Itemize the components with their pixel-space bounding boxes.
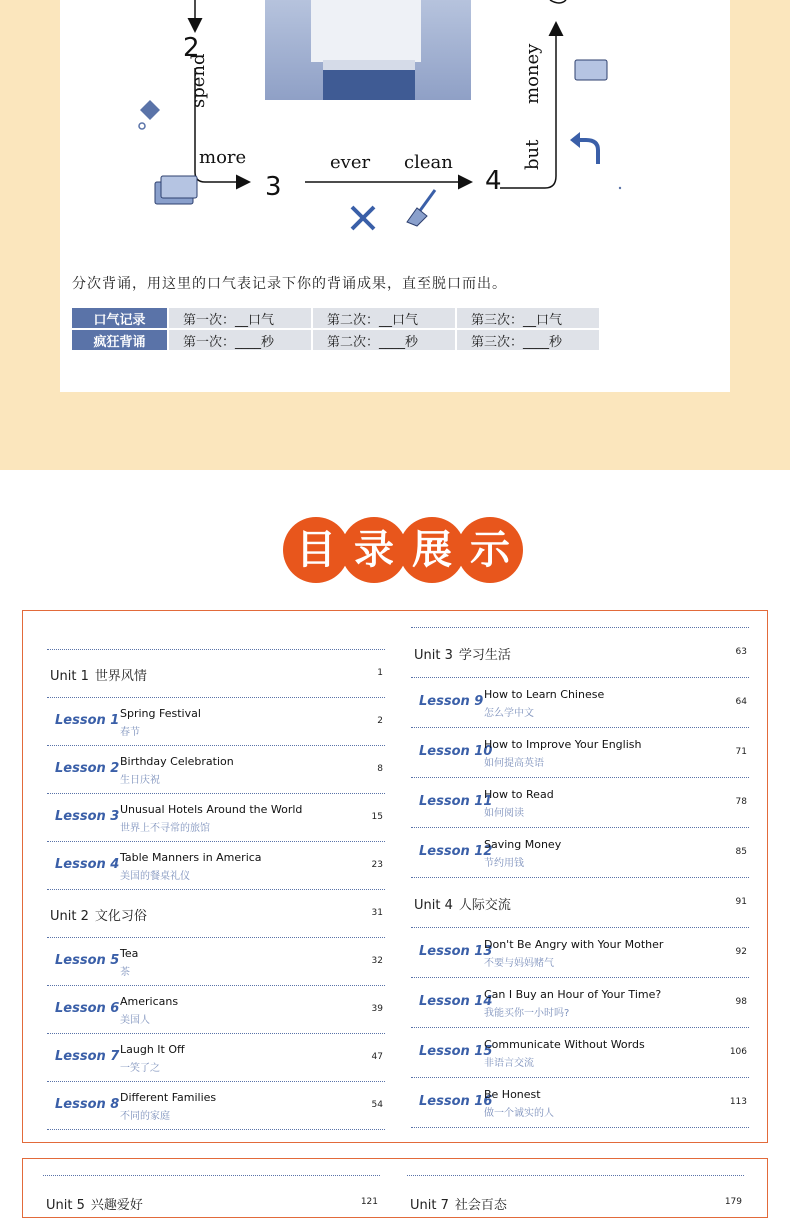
- lesson-title: Americans: [120, 995, 179, 1008]
- lesson-title-cn: 不同的家庭: [120, 1111, 170, 1122]
- lesson-label: Lesson 11: [419, 794, 493, 809]
- lesson-title: Different Families: [120, 1091, 217, 1104]
- toc-lesson-row[interactable]: [47, 1081, 385, 1129]
- lesson-title-cn: 世界上不寻常的旅馆: [120, 823, 210, 834]
- record-row: [72, 308, 599, 328]
- unit-title: Unit 1 世界风情: [50, 669, 147, 684]
- toc-lesson-row[interactable]: [411, 1027, 749, 1077]
- lesson-title-cn: 美国人: [120, 1015, 150, 1026]
- lesson-label: Lesson 8: [55, 1097, 120, 1112]
- lesson-title: Tea: [120, 947, 139, 960]
- record-row-label: 疯狂背诵: [72, 330, 167, 350]
- toc-unit-row[interactable]: [47, 889, 385, 937]
- page-number: 85: [735, 847, 747, 857]
- lesson-title-cn: 春节: [120, 727, 140, 738]
- page-number: 179: [724, 1197, 742, 1207]
- lesson-title: How to Learn Chinese: [484, 688, 605, 701]
- record-cell: 第三次：____秒: [457, 330, 599, 350]
- step-number-4: 4: [485, 166, 502, 196]
- toc-unit-row[interactable]: [43, 1175, 380, 1215]
- page-number: 2: [377, 716, 383, 726]
- word-but: but: [522, 139, 543, 170]
- lesson-title: Laugh It Off: [120, 1043, 185, 1056]
- lesson-label: Lesson 1: [55, 713, 120, 728]
- lesson-title-cn: 美国的餐桌礼仪: [120, 871, 190, 882]
- page-number: 98: [735, 997, 747, 1007]
- page-number: 78: [735, 797, 747, 807]
- toc-unit-row[interactable]: [407, 1175, 744, 1215]
- page-number: 64: [735, 697, 747, 707]
- page-number: 47: [371, 1052, 383, 1062]
- word-ever: ever: [330, 152, 371, 173]
- lesson-title: Birthday Celebration: [120, 755, 234, 768]
- record-cell: 第二次：__口气: [313, 308, 455, 328]
- banner-char: 示: [457, 517, 523, 583]
- toc-lesson-row[interactable]: [411, 1077, 749, 1127]
- page-number: 32: [371, 956, 383, 966]
- toc-lesson-row[interactable]: [411, 827, 749, 877]
- scalloped-edge: [0, 420, 790, 472]
- toc-next-right: [407, 1175, 744, 1215]
- lesson-title-cn: 节约用钱: [484, 858, 524, 869]
- unit-title: Unit 2 文化习俗: [50, 909, 147, 924]
- lesson-label: Lesson 7: [55, 1049, 120, 1064]
- record-row-label: 口气记录: [72, 308, 167, 328]
- lesson-label: Lesson 6: [55, 1001, 120, 1016]
- toc-lesson-row[interactable]: [47, 937, 385, 985]
- lesson-title: Saving Money: [484, 838, 562, 851]
- lesson-label: Lesson 10: [419, 744, 493, 759]
- page-number: 92: [735, 947, 747, 957]
- instruction-text: 分次背诵，用这里的口气表记录下你的背诵成果，直至脱口而出。: [72, 276, 507, 292]
- lesson-label: Lesson 9: [419, 694, 484, 709]
- lesson-title: Be Honest: [484, 1088, 541, 1101]
- lesson-title: Don't Be Angry with Your Mother: [484, 938, 664, 951]
- toc-unit-row[interactable]: [47, 649, 385, 697]
- toc-panel-next: [22, 1158, 768, 1218]
- record-cell: 第一次：____秒: [169, 330, 311, 350]
- toc-lesson-row[interactable]: [411, 927, 749, 977]
- lesson-label: Lesson 2: [55, 761, 120, 776]
- lesson-label: Lesson 3: [55, 809, 120, 824]
- lesson-title: How to Read: [484, 788, 554, 801]
- broom-icon: [407, 190, 435, 226]
- flow-arrows: [60, 0, 730, 260]
- bow-icon: [139, 100, 160, 129]
- page-number: 15: [371, 812, 383, 822]
- toc-lesson-row[interactable]: [47, 985, 385, 1033]
- word-money: money: [522, 43, 543, 104]
- lesson-label: Lesson 16: [419, 1094, 493, 1109]
- word-more: more: [199, 147, 247, 168]
- cross-tools-icon: [352, 207, 374, 229]
- lesson-label: Lesson 15: [419, 1044, 493, 1059]
- page-number: 71: [735, 747, 747, 757]
- lesson-title-cn: 怎么学中文: [484, 708, 534, 719]
- bill-icon: [575, 60, 607, 80]
- toc-lesson-row[interactable]: [411, 777, 749, 827]
- word-clean: clean: [404, 152, 453, 173]
- banner-char: 展: [399, 517, 465, 583]
- toc-lesson-row[interactable]: [411, 977, 749, 1027]
- banner-char: 目: [283, 517, 349, 583]
- toc-next-left: [43, 1175, 380, 1215]
- lesson-title-cn: 如何阅读: [484, 808, 524, 819]
- toc-unit-row[interactable]: [411, 627, 749, 677]
- undo-arrow-icon: [570, 132, 598, 164]
- toc-lesson-row[interactable]: [411, 677, 749, 727]
- toc-lesson-row[interactable]: [47, 793, 385, 841]
- page-number: 106: [729, 1047, 747, 1057]
- record-cell: 第三次：__口气: [457, 308, 599, 328]
- page-number: 8: [377, 764, 383, 774]
- lesson-title-cn: 做一个诚实的人: [484, 1108, 554, 1119]
- page-number: 39: [371, 1004, 383, 1014]
- lesson-title: Spring Festival: [120, 707, 201, 720]
- lesson-title: Communicate Without Words: [484, 1038, 645, 1051]
- step-number-3: 3: [265, 172, 282, 202]
- unit-title: Unit 5 兴趣爱好: [46, 1198, 143, 1213]
- toc-end-rule: [47, 1129, 385, 1130]
- unit-title: Unit 3 学习生活: [414, 648, 511, 663]
- toc-lesson-row[interactable]: [47, 745, 385, 793]
- record-cell: 第二次：____秒: [313, 330, 455, 350]
- step-number-2: 2: [183, 33, 200, 63]
- lesson-label: Lesson 12: [419, 844, 493, 859]
- toc-panel: [22, 610, 768, 1143]
- page-number: 91: [735, 897, 747, 907]
- page-number: 23: [371, 860, 383, 870]
- lesson-title-cn: 如何提高英语: [484, 758, 544, 769]
- page-number: 113: [729, 1097, 747, 1107]
- lesson-title: Can I Buy an Hour of Your Time?: [484, 988, 662, 1001]
- lesson-label: Lesson 4: [55, 857, 120, 872]
- page-number: 121: [360, 1197, 378, 1207]
- lesson-title-cn: 我能买你一小时吗?: [484, 1008, 570, 1019]
- money-stack-icon: [155, 176, 197, 204]
- lesson-label: Lesson 14: [419, 994, 493, 1009]
- lesson-title: Table Manners in America: [120, 851, 262, 864]
- lesson-title: Unusual Hotels Around the World: [120, 803, 303, 816]
- lesson-label: Lesson 13: [419, 944, 493, 959]
- record-cell: 第一次：__口气: [169, 308, 311, 328]
- toc-lesson-row[interactable]: [47, 841, 385, 889]
- toc-lesson-row[interactable]: [411, 727, 749, 777]
- lesson-title-cn: 非语言交流: [484, 1058, 534, 1069]
- toc-lesson-row[interactable]: [47, 697, 385, 745]
- lesson-title: How to Improve Your English: [484, 738, 642, 751]
- page-number: 63: [735, 647, 747, 657]
- page-number: 31: [371, 908, 383, 918]
- lesson-title-cn: 一笑了之: [120, 1063, 160, 1074]
- page-number: 1: [377, 668, 383, 678]
- toc-end-rule: [411, 1127, 749, 1128]
- record-table: [70, 306, 601, 352]
- unit-title: Unit 4 人际交流: [414, 898, 511, 913]
- record-row: [72, 330, 599, 350]
- page-number: 54: [371, 1100, 383, 1110]
- unit-title: Unit 7 社会百态: [410, 1198, 507, 1213]
- lesson-label: Lesson 5: [55, 953, 120, 968]
- lesson-title-cn: 不要与妈妈赌气: [484, 958, 554, 969]
- banner-char: 录: [341, 517, 407, 583]
- word-spend: spend: [188, 53, 209, 108]
- toc-unit-row[interactable]: [411, 877, 749, 927]
- lesson-title-cn: 茶: [120, 967, 130, 978]
- toc-lesson-row[interactable]: [47, 1033, 385, 1081]
- lesson-title-cn: 生日庆祝: [120, 775, 160, 786]
